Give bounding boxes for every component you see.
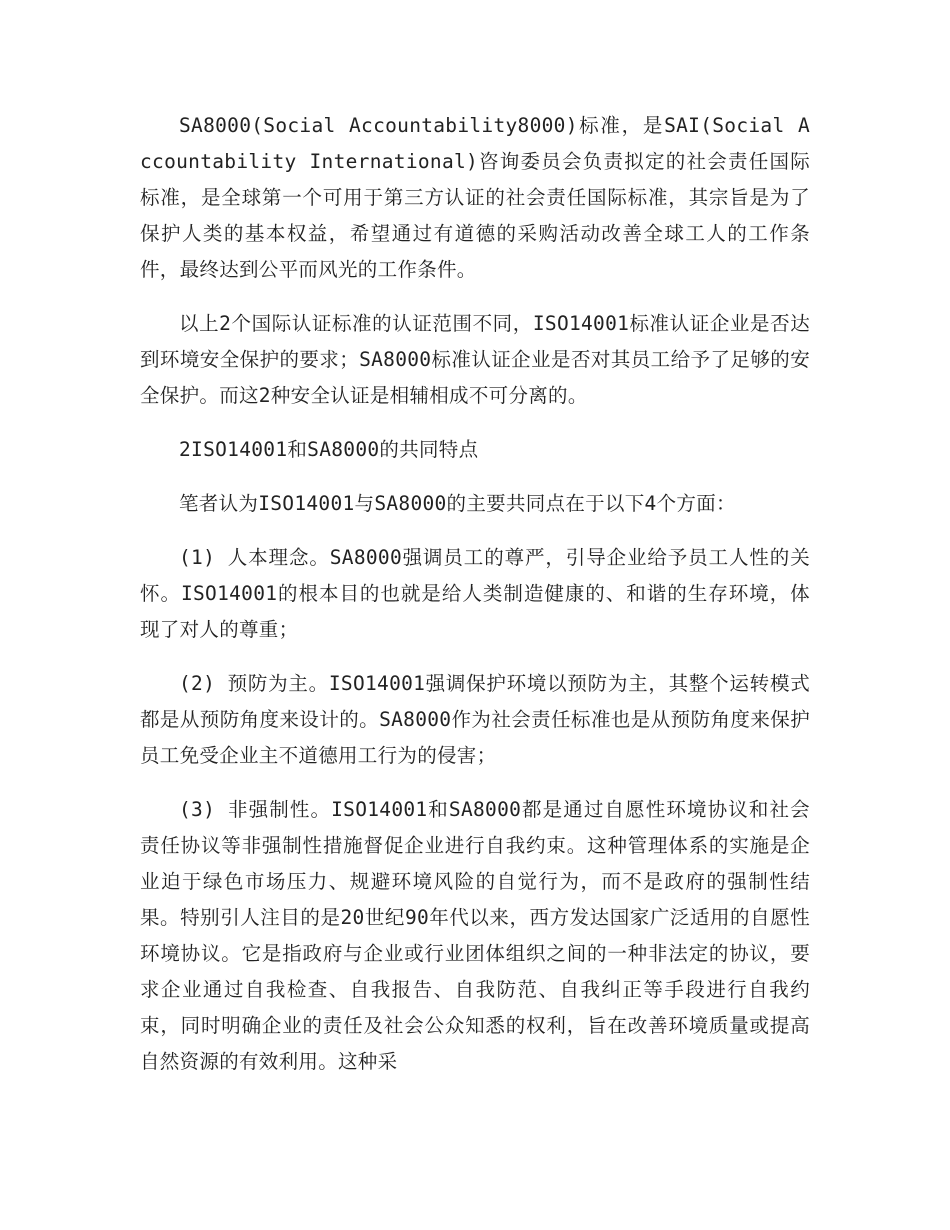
paragraph-scope-difference: 以上2个国际认证标准的认证范围不同，ISO14001标准认证企业是否达到环境安全保护的要求；SA8000标准认证企业是否对其员工给予了足够的安全保护。而这2种安全认证是相辅相成不可分离的。 — [140, 312, 810, 407]
paragraph-point-2-prevention: (2) 预防为主。ISO14001强调保护环境以预防为主，其整个运转模式都是从预防角度来设计的。SA8000作为社会责任标准也是从预防角度来保护员工免受企业主不道德用工行为的侵害； — [140, 672, 810, 767]
paragraph-point-1-humanism: (1) 人本理念。SA8000强调员工的尊严，引导企业给予员工人性的关怀。ISO14001的根本目的也就是给人类制造健康的、和谐的生存环境，体现了对人的尊重； — [140, 546, 810, 641]
paragraph-sa8000-definition: SA8000(Social Accountability8000)标准，是SAI(Social Accountability International)咨询委员会负责拟定的社会责任国际标准，是全球第一个可用于第三方认证的社会责任国际标准，其宗旨是为了保护人类的基本权益，希望通过有道德的采购活动改善全球工人的工作条件，最终达到公平而风光的工作条件。 — [140, 114, 810, 281]
paragraph-common-points-intro: 笔者认为ISO14001与SA8000的主要共同点在于以下4个方面： — [179, 492, 736, 515]
section-heading-common-features: 2ISO14001和SA8000的共同特点 — [179, 438, 479, 461]
document-body — [140, 108, 810, 1098]
paragraph-point-3-non-mandatory: (3) 非强制性。ISO14001和SA8000都是通过自愿性环境协议和社会责任协议等非强制性措施督促企业进行自我约束。这种管理体系的实施是企业迫于绿色市场压力、规避环境风险的自觉行为，而不是政府的强制性结果。特别引人注目的是20世纪90年代以来，西方发达国家广泛适用的自愿性环境协议。它是指政府与企业或行业团体组织之间的一种非法定的协议，要求企业通过自我检查、自我报告、自我防范、自我纠正等手段进行自我约束，同时明确企业的责任及社会公众知悉的权利，旨在改善环境质量或提高自然资源的有效利用。这种采 — [140, 798, 810, 1073]
